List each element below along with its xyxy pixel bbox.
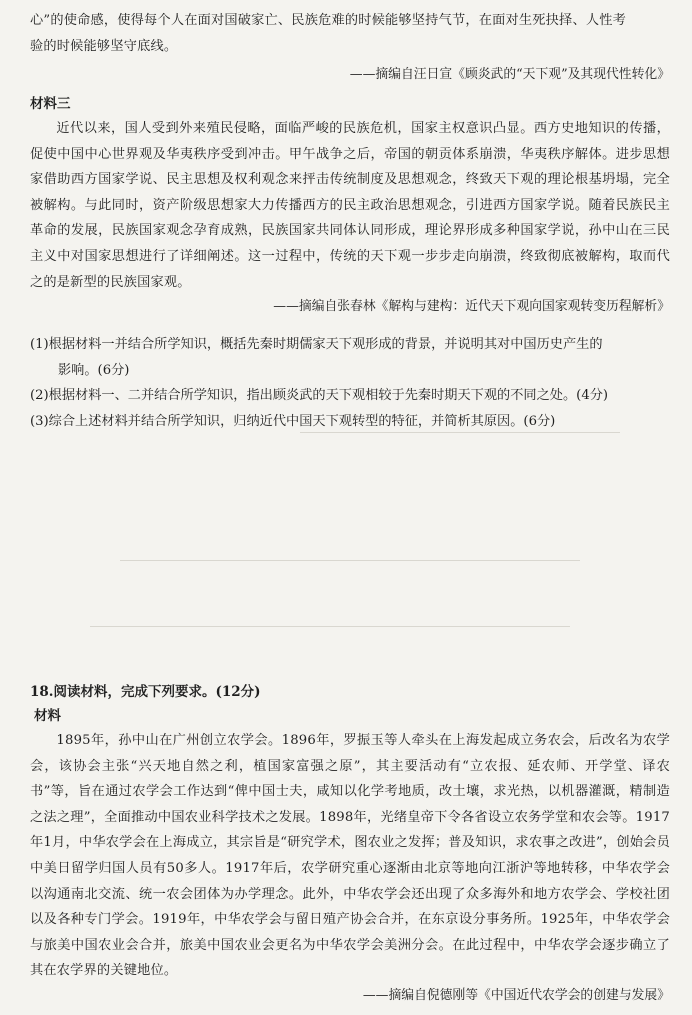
- bleed-through-line: [90, 626, 570, 627]
- question-18-title: 18.阅读材料，完成下列要求。(12分): [30, 684, 261, 700]
- question-list: [30, 332, 670, 434]
- material-3: [30, 92, 670, 319]
- material-3-body: 近代以来，国人受到外来殖民侵略，面临严峻的民族危机，国家主权意识凸显。西方史地知识的传播，促使中国中心世界观及华夷秩序受到冲击。甲午战争之后，帝国的朝贡体系崩溃，华夷秩序解体。进步思想家借助西方国家学说、民主思想及权利观念来抨击传统制度及思想观念，终致天下观的理论根基坍塌，完全被解构。与此同时，资产阶级思想家大力传播西方的民主政治思想观念，引进西方国家学说。随着民族民主革命的发展，民族国家观念孕育成熟，民族国家共同体认同形成，理论界形成多种国家学说，孙中山在三民主义中对国家思想进行了详细阐述。这一过程中，传统的天下观一步步走向崩溃，终致彻底被解构，取而代之的是新型的民族国家观。: [30, 121, 670, 290]
- question-18-material-body: 1895年，孙中山在广州创立农学会。1896年，罗振玉等人牵头在上海发起成立务农会，后改名为农学会，该协会主张“兴天地自然之利，植国家富强之原”，其主要活动有“立农报、延农师、开学堂、译农书”等，旨在通过农学会工作达到“俾中国士夫，咸知以化学考地质，改土壤，求光热，以机器灌溉，精制造之法之理”，全面推动中国农业科学技术之发展。1898年，光绪皇帝下令各省设立农务学堂和农会等。1917年1月，中华农学会在上海成立，其宗旨是“研究学术，图农业之发挥；普及知识，求农事之改进”，创始会员中美日留学归国人员有50多人。1917年后，农学研究重心逐渐由北京等地向江浙沪等地转移，中华农学会以沟通南北交流、统一农会团体为办学理念。此外，中华农学会还出现了众多海外和地方农学会、学校社团以及各种专门学会。1919年，中华农学会与留日殖产协会合并，在东京设分事务所。1925年，中华农学会与旅美中国农业会合并，旅美中国农业会更名为中华农学会美洲分会。在此过程中，中华农学会逐步确立了其在农学界的关键地位。: [30, 733, 670, 979]
- question-3: (3)综合上述材料并结合所学知识，归纳近代中国天下观转型的特征，并简析其原因。(6分): [30, 413, 556, 429]
- top-continuation: [30, 8, 670, 87]
- question-18: [30, 680, 670, 1008]
- material-3-heading: 材料三: [30, 96, 71, 112]
- question-1-continued: 影响。(6分): [58, 362, 130, 378]
- continuation-line-2: 验的时候能够坚守底线。: [30, 38, 178, 54]
- question-18-material-heading: 材料: [34, 708, 61, 724]
- question-1: (1)根据材料一并结合所学知识，概括先秦时期儒家天下观形成的背景，并说明其对中国历史产生的: [30, 337, 603, 352]
- question-2: (2)根据材料一、二并结合所学知识，指出顾炎武的天下观相较于先秦时期天下观的不同之处。(4分): [30, 388, 609, 404]
- source-citation-3: ——摘编自倪德刚等《中国近代农学会的创建与发展》: [362, 987, 670, 1003]
- source-citation-1: ——摘编自汪日宣《顾炎武的“天下观”及其现代性转化》: [349, 67, 670, 83]
- continuation-line-1: 心”的使命感，使得每个人在面对国破家亡、民族危难的时候能够坚持气节，在面对生死抉择、人性考: [30, 13, 626, 28]
- bleed-through-line: [120, 560, 580, 561]
- source-citation-2: ——摘编自张春林《解构与建构：近代天下观向国家观转变历程解析》: [273, 299, 670, 315]
